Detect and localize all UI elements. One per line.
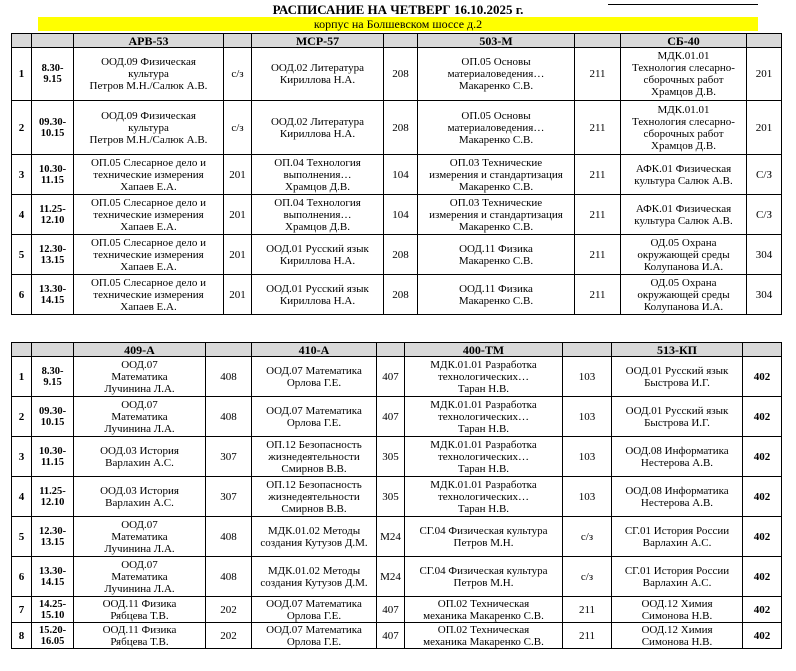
schedule-table-2	[11, 342, 782, 649]
room-cell: 208	[384, 101, 418, 155]
subject-cell: ОП.03 Технические измерения и стандартизация Макаренко С.В.	[418, 195, 575, 235]
subject-cell: МДК.01.01 Разработка технологических… Таран Н.В.	[405, 357, 563, 397]
room-cell: 211	[575, 235, 621, 275]
room-cell: 201	[747, 48, 782, 101]
lesson-time: 13.30- 14.15	[32, 275, 74, 315]
subject-cell: ООД.12 Химия Симонова Н.В.	[612, 597, 743, 623]
lesson-time: 12.30- 13.15	[32, 517, 74, 557]
group-name: 409-А	[74, 343, 206, 357]
subject-cell: СГ.01 История России Варлахин А.С.	[612, 557, 743, 597]
subject-cell: ООД.08 Информатика Нестерова А.В.	[612, 477, 743, 517]
subject-cell: ОП.12 Безопасность жизнедеятельности Смирнов В.В.	[252, 437, 377, 477]
subject-cell: ООД.11 Физика Макаренко С.В.	[418, 275, 575, 315]
subject-cell: ОП.05 Основы материаловедения… Макаренко С.В.	[418, 48, 575, 101]
room-cell: 211	[563, 597, 612, 623]
subject-cell: ООД.07 Математика Орлова Г.Е.	[252, 397, 377, 437]
schedule-table-1	[11, 33, 782, 315]
lesson-time: 09.30- 10.15	[32, 397, 74, 437]
room-cell: 408	[206, 517, 252, 557]
lesson-row	[12, 195, 782, 235]
subject-cell: ОП.05 Слесарное дело и технические измерения Хапаев Е.А.	[74, 155, 224, 195]
subject-cell: ООД.01 Русский язык Быстрова И.Г.	[612, 397, 743, 437]
subject-cell: ОП.02 Техническая механика Макаренко С.В.	[405, 623, 563, 649]
lesson-row	[12, 275, 782, 315]
subject-cell: МДК.01.01 Разработка технологических… Таран Н.В.	[405, 397, 563, 437]
subject-cell: МДК.01.01 Технология слесарно- сборочных работ Храмцов Д.В.	[621, 48, 747, 101]
room-cell: 408	[206, 397, 252, 437]
room-cell: 208	[384, 235, 418, 275]
lesson-number: 6	[12, 557, 32, 597]
room-cell: 304	[747, 235, 782, 275]
subject-cell: СГ.04 Физическая культура Петров М.Н.	[405, 517, 563, 557]
room-cell: 211	[563, 623, 612, 649]
group-name: АРВ-53	[74, 34, 224, 48]
subject-cell: ОП.03 Технические измерения и стандартизация Макаренко С.В.	[418, 155, 575, 195]
group-name: 513-КП	[612, 343, 743, 357]
lesson-time: 11.25- 12.10	[32, 477, 74, 517]
room-cell: с/з	[563, 517, 612, 557]
header-blank	[12, 34, 32, 48]
lesson-number: 7	[12, 597, 32, 623]
room-cell: 408	[206, 357, 252, 397]
room-cell: 201	[224, 155, 252, 195]
lesson-time: 8.30- 9.15	[32, 357, 74, 397]
room-cell: 201	[224, 275, 252, 315]
lesson-row	[12, 48, 782, 101]
lesson-number: 1	[12, 48, 32, 101]
subject-cell: ООД.09 Физическая культура Петров М.Н./Салюк А.В.	[74, 48, 224, 101]
lesson-time: 09.30- 10.15	[32, 101, 74, 155]
lesson-time: 10.30- 11.15	[32, 155, 74, 195]
room-cell: 407	[377, 623, 405, 649]
lesson-row	[12, 557, 782, 597]
room-cell: 103	[563, 397, 612, 437]
lesson-time: 14.25- 15.10	[32, 597, 74, 623]
room-cell: 211	[575, 48, 621, 101]
room-cell: 104	[384, 155, 418, 195]
room-cell: 402	[743, 477, 782, 517]
room-cell: 402	[743, 357, 782, 397]
room-cell: 402	[743, 597, 782, 623]
group-header-row	[12, 34, 782, 48]
subject-cell: ООД.03 История Варлахин А.С.	[74, 477, 206, 517]
subject-cell: АФК.01 Физическая культура Салюк А.В.	[621, 195, 747, 235]
group-name: СБ-40	[621, 34, 747, 48]
room-cell: 202	[206, 623, 252, 649]
page-title: РАСПИСАНИЕ НА ЧЕТВЕРГ 16.10.2025 г.	[272, 2, 524, 17]
lesson-row	[12, 155, 782, 195]
room-cell: с/з	[224, 48, 252, 101]
subject-cell: СГ.04 Физическая культура Петров М.Н.	[405, 557, 563, 597]
lesson-number: 5	[12, 517, 32, 557]
room-cell: 201	[224, 235, 252, 275]
lesson-row	[12, 437, 782, 477]
room-cell: 202	[206, 597, 252, 623]
subject-cell: МДК.01.02 Методы создания Кутузов Д.М.	[252, 557, 377, 597]
room-cell: 304	[747, 275, 782, 315]
room-cell: М24	[377, 517, 405, 557]
subject-cell: ООД.01 Русский язык Кириллова Н.А.	[252, 235, 384, 275]
room-cell: 407	[377, 597, 405, 623]
lesson-row	[12, 101, 782, 155]
room-cell: 305	[377, 437, 405, 477]
group-room-header	[206, 343, 252, 357]
lesson-time: 13.30- 14.15	[32, 557, 74, 597]
group-room-header	[377, 343, 405, 357]
lesson-number: 4	[12, 195, 32, 235]
subject-cell: ОП.04 Технология выполнения… Храмцов Д.В.	[252, 155, 384, 195]
subject-cell: ООД.02 Литература Кириллова Н.А.	[252, 101, 384, 155]
subject-cell: ООД.07 Математика Орлова Г.Е.	[252, 357, 377, 397]
group-room-header	[224, 34, 252, 48]
subject-cell: ООД.01 Русский язык Быстрова И.Г.	[612, 357, 743, 397]
room-cell: 208	[384, 275, 418, 315]
room-cell: 103	[563, 437, 612, 477]
subject-cell: ООД.09 Физическая культура Петров М.Н./Салюк А.В.	[74, 101, 224, 155]
room-cell: С/З	[747, 155, 782, 195]
group-room-header	[563, 343, 612, 357]
subject-cell: ООД.07 Математика Лучинина Л.А.	[74, 397, 206, 437]
room-cell: 208	[384, 48, 418, 101]
room-cell: 103	[563, 477, 612, 517]
subject-cell: ООД.11 Физика Рябцева Т.В.	[74, 597, 206, 623]
lesson-time: 11.25- 12.10	[32, 195, 74, 235]
subject-cell: МДК.01.01 Разработка технологических… Таран Н.В.	[405, 437, 563, 477]
lesson-row	[12, 235, 782, 275]
room-cell: 407	[377, 397, 405, 437]
subject-cell: ООД.07 Математика Орлова Г.Е.	[252, 597, 377, 623]
group-room-header	[747, 34, 782, 48]
subject-cell: ОП.12 Безопасность жизнедеятельности Смирнов В.В.	[252, 477, 377, 517]
group-header-row	[12, 343, 782, 357]
lesson-row	[12, 517, 782, 557]
room-cell: 307	[206, 437, 252, 477]
lesson-number: 3	[12, 155, 32, 195]
group-name: 410-А	[252, 343, 377, 357]
group-room-header	[575, 34, 621, 48]
page-subtitle: корпус на Болшевском шоссе д.2	[38, 17, 758, 31]
room-cell: 211	[575, 275, 621, 315]
subject-cell: ООД.01 Русский язык Кириллова Н.А.	[252, 275, 384, 315]
subject-cell: ООД.12 Химия Симонова Н.В.	[612, 623, 743, 649]
header-blank	[32, 34, 74, 48]
lesson-time: 8.30- 9.15	[32, 48, 74, 101]
subject-cell: МДК.01.01 Технология слесарно- сборочных работ Храмцов Д.В.	[621, 101, 747, 155]
room-cell: 407	[377, 357, 405, 397]
group-room-header	[384, 34, 418, 48]
room-cell: 103	[563, 357, 612, 397]
room-cell: 305	[377, 477, 405, 517]
subject-cell: МДК.01.02 Методы создания Кутузов Д.М.	[252, 517, 377, 557]
subject-cell: ОД.05 Охрана окружающей среды Колупанова И.А.	[621, 235, 747, 275]
room-cell: 211	[575, 101, 621, 155]
lesson-number: 2	[12, 397, 32, 437]
subject-cell: ООД.03 История Варлахин А.С.	[74, 437, 206, 477]
lesson-time: 10.30- 11.15	[32, 437, 74, 477]
subject-cell: ОП.02 Техническая механика Макаренко С.В.	[405, 597, 563, 623]
header-blank	[12, 343, 32, 357]
lesson-row	[12, 357, 782, 397]
room-cell: 402	[743, 517, 782, 557]
room-cell: 201	[747, 101, 782, 155]
lesson-row	[12, 477, 782, 517]
group-name: МСР-57	[252, 34, 384, 48]
subject-cell: ООД.07 Математика Лучинина Л.А.	[74, 557, 206, 597]
room-cell: 402	[743, 397, 782, 437]
subject-cell: ОД.05 Охрана окружающей среды Колупанова И.А.	[621, 275, 747, 315]
lesson-number: 4	[12, 477, 32, 517]
subject-cell: МДК.01.01 Разработка технологических… Таран Н.В.	[405, 477, 563, 517]
subject-cell: ООД.02 Литература Кириллова Н.А.	[252, 48, 384, 101]
lesson-number: 8	[12, 623, 32, 649]
room-cell: с/з	[224, 101, 252, 155]
group-name: 400-ТМ	[405, 343, 563, 357]
subject-cell: ООД.11 Физика Макаренко С.В.	[418, 235, 575, 275]
lesson-number: 5	[12, 235, 32, 275]
subject-cell: ООД.07 Математика Лучинина Л.А.	[74, 357, 206, 397]
subject-cell: ОП.04 Технология выполнения… Храмцов Д.В.	[252, 195, 384, 235]
lesson-number: 6	[12, 275, 32, 315]
subject-cell: ОП.05 Слесарное дело и технические измерения Хапаев Е.А.	[74, 235, 224, 275]
subject-cell: СГ.01 История России Варлахин А.С.	[612, 517, 743, 557]
subject-cell: АФК.01 Физическая культура Салюк А.В.	[621, 155, 747, 195]
lesson-time: 15.20- 16.05	[32, 623, 74, 649]
room-cell: 402	[743, 437, 782, 477]
subject-cell: ООД.11 Физика Рябцева Т.В.	[74, 623, 206, 649]
subject-cell: ООД.07 Математика Лучинина Л.А.	[74, 517, 206, 557]
room-cell: 402	[743, 623, 782, 649]
room-cell: 104	[384, 195, 418, 235]
lesson-row	[12, 623, 782, 649]
subject-cell: ООД.07 Математика Орлова Г.Е.	[252, 623, 377, 649]
lesson-number: 1	[12, 357, 32, 397]
subject-cell: ОП.05 Слесарное дело и технические измерения Хапаев Е.А.	[74, 275, 224, 315]
lesson-row	[12, 397, 782, 437]
room-cell: с/з	[563, 557, 612, 597]
lesson-time: 12.30- 13.15	[32, 235, 74, 275]
lesson-number: 3	[12, 437, 32, 477]
room-cell: 211	[575, 195, 621, 235]
header-blank	[32, 343, 74, 357]
room-cell: М24	[377, 557, 405, 597]
room-cell: 201	[224, 195, 252, 235]
group-room-header	[743, 343, 782, 357]
subject-cell: ООД.08 Информатика Нестерова А.В.	[612, 437, 743, 477]
room-cell: 211	[575, 155, 621, 195]
room-cell: 307	[206, 477, 252, 517]
room-cell: 402	[743, 557, 782, 597]
room-cell: 408	[206, 557, 252, 597]
room-cell: С/З	[747, 195, 782, 235]
lesson-number: 2	[12, 101, 32, 155]
group-name: 503-М	[418, 34, 575, 48]
subject-cell: ОП.05 Основы материаловедения… Макаренко С.В.	[418, 101, 575, 155]
lesson-row	[12, 597, 782, 623]
subject-cell: ОП.05 Слесарное дело и технические измерения Хапаев Е.А.	[74, 195, 224, 235]
